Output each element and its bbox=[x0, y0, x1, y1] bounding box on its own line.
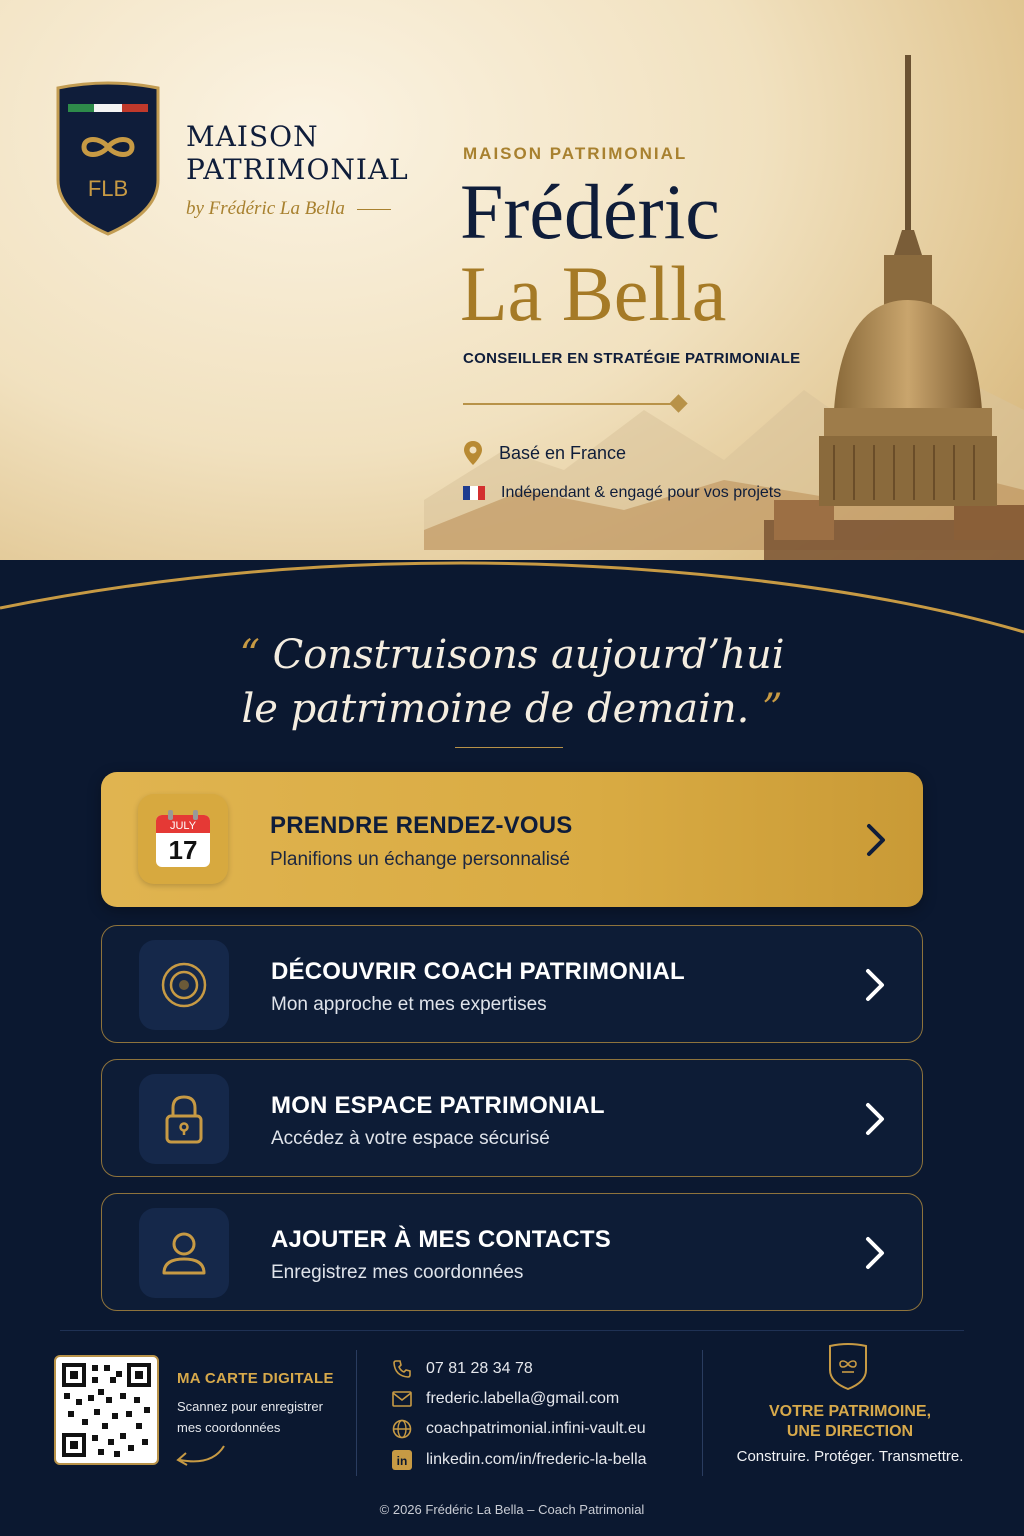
footer-divider-right bbox=[702, 1350, 703, 1476]
gold-wave-divider bbox=[0, 548, 1024, 638]
byline-rule bbox=[357, 209, 391, 210]
website-text: coachpatrimonial.infini-vault.eu bbox=[426, 1420, 646, 1437]
lock-icon bbox=[162, 1094, 206, 1144]
website-link[interactable] bbox=[392, 1419, 646, 1439]
linkedin-text: linkedin.com/in/frederic-la-bella bbox=[426, 1451, 647, 1468]
card-subtitle: Planifions un échange personnalisé bbox=[270, 849, 570, 870]
card-subtitle: Accédez à votre espace sécurisé bbox=[271, 1128, 550, 1149]
patrimonial-space-button[interactable] bbox=[101, 1059, 923, 1177]
hero-role: CONSEILLER EN STRATÉGIE PATRIMONIALE bbox=[463, 350, 801, 367]
phone-link[interactable] bbox=[392, 1359, 533, 1379]
calendar-icon bbox=[154, 809, 212, 869]
email-text: frederic.labella@gmail.com bbox=[426, 1390, 620, 1407]
location-text: Basé en France bbox=[499, 442, 627, 463]
quote-underline bbox=[455, 747, 563, 748]
user-icon bbox=[160, 1229, 208, 1277]
brand-title-line2: PATRIMONIAL bbox=[186, 153, 409, 186]
card-title: PRENDRE RENDEZ-VOUS bbox=[270, 812, 573, 839]
footer-motto bbox=[720, 1402, 980, 1442]
svg-text:in: in bbox=[396, 1454, 408, 1468]
phone-icon bbox=[392, 1359, 412, 1379]
mail-icon bbox=[392, 1389, 412, 1409]
motto-line1: VOTRE PATRIMOINE, bbox=[768, 1403, 932, 1420]
brand-byline bbox=[186, 198, 391, 220]
card-subtitle: Mon approche et mes expertises bbox=[271, 994, 547, 1015]
france-flag-icon bbox=[463, 486, 485, 500]
phone-text: 07 81 28 34 78 bbox=[426, 1360, 533, 1377]
location-row bbox=[463, 440, 626, 466]
card-title: AJOUTER À MES CONTACTS bbox=[271, 1226, 611, 1253]
mole-antonelliana-illustration bbox=[764, 0, 1024, 620]
brand-title-line1: MAISON bbox=[186, 120, 319, 153]
copyright-text: © 2026 Frédéric La Bella – Coach Patrimonial bbox=[379, 1502, 645, 1517]
card-title: MON ESPACE PATRIMONIAL bbox=[271, 1092, 605, 1119]
hero-first-name: Frédéric bbox=[460, 168, 720, 255]
lock-icon-box bbox=[139, 1074, 229, 1164]
tagline-quote bbox=[0, 628, 1024, 736]
hero-last-name: La Bella bbox=[460, 250, 727, 337]
svg-text:17: 17 bbox=[168, 835, 198, 865]
qr-code-icon bbox=[62, 1363, 151, 1457]
calendar-icon-box bbox=[138, 794, 228, 884]
linkedin-link[interactable] bbox=[392, 1450, 647, 1470]
book-appointment-button[interactable] bbox=[101, 772, 923, 907]
card-title: DÉCOUVRIR COACH PATRIMONIAL bbox=[271, 958, 685, 985]
digital-card-text: Scannez pour enregistrer mes coordonnées bbox=[177, 1399, 323, 1435]
chevron-right-icon bbox=[861, 822, 889, 858]
email-link[interactable] bbox=[392, 1389, 619, 1409]
svg-text:FLB: FLB bbox=[87, 176, 129, 201]
digital-card-title: MA CARTE DIGITALE bbox=[177, 1370, 334, 1387]
target-icon bbox=[160, 961, 208, 1009]
globe-icon bbox=[392, 1419, 412, 1439]
chevron-right-icon bbox=[860, 1101, 888, 1137]
footer-divider-left bbox=[356, 1350, 357, 1476]
location-pin-icon bbox=[463, 440, 483, 466]
quote-line1: Construisons aujourd’hui bbox=[272, 632, 785, 678]
hero-banner bbox=[0, 0, 1024, 640]
independence-text: Indépendant & engagé pour vos projets bbox=[501, 484, 782, 501]
hero-divider bbox=[463, 403, 673, 405]
discover-coach-button[interactable] bbox=[101, 925, 923, 1043]
footer-tagline: Construire. Protéger. Transmettre. bbox=[736, 1448, 964, 1465]
target-icon-box bbox=[139, 940, 229, 1030]
quote-open-mark: “ bbox=[239, 632, 260, 678]
curved-arrow-icon bbox=[172, 1440, 232, 1470]
independence-row bbox=[463, 484, 781, 502]
motto-line2: UNE DIRECTION bbox=[786, 1423, 914, 1440]
brand-title bbox=[186, 120, 409, 186]
add-contact-button[interactable] bbox=[101, 1193, 923, 1311]
brand-byline-text: by Frédéric La Bella bbox=[186, 198, 345, 219]
user-icon-box bbox=[139, 1208, 229, 1298]
hero-kicker: MAISON PATRIMONIAL bbox=[463, 144, 688, 163]
chevron-right-icon bbox=[860, 967, 888, 1003]
card-subtitle: Enregistrez mes coordonnées bbox=[271, 1262, 524, 1283]
linkedin-icon bbox=[392, 1450, 412, 1470]
shield-crest-icon bbox=[828, 1342, 868, 1390]
chevron-right-icon bbox=[860, 1235, 888, 1271]
svg-text:JULY: JULY bbox=[169, 820, 197, 832]
qr-code[interactable] bbox=[54, 1355, 159, 1465]
quote-line2: le patrimoine de demain. bbox=[241, 686, 750, 732]
quote-close-mark: ” bbox=[762, 686, 783, 732]
footer-separator bbox=[60, 1330, 964, 1331]
brand-crest-logo bbox=[54, 80, 162, 236]
